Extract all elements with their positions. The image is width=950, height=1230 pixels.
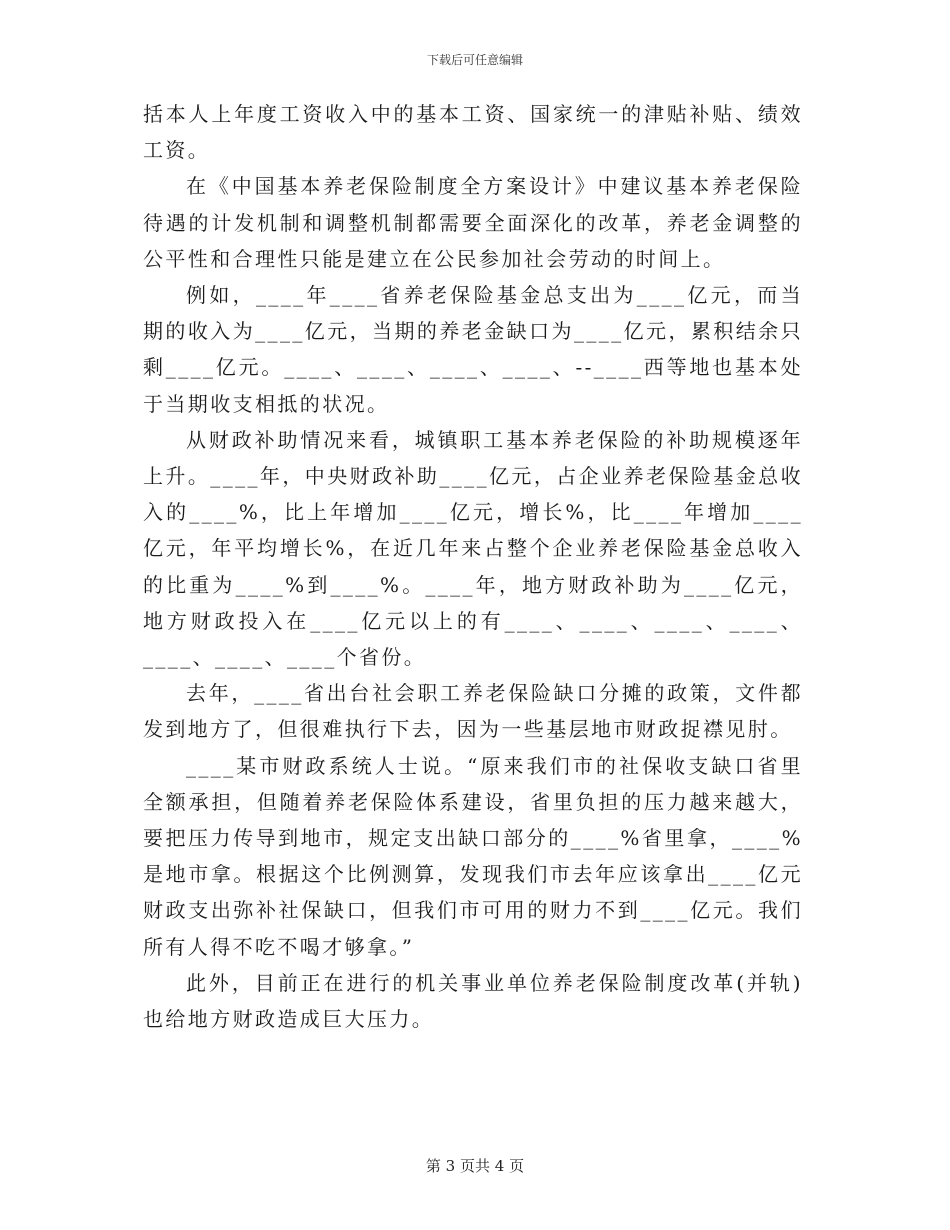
- paragraph-4: 从财政补助情况来看，城镇职工基本养老保险的补助规模逐年上升。____年，中央财政补助____亿元，占企业养老保险基金总收入的____%，比上年增加____亿元，增长%，比____年增加____亿元，年平均增长%，在近几年来占整个企业养老保险基金总收入的比重为____%到____%。____年，地方财政补助为____亿元，地方财政投入在____亿元以上的有____、____、____、____、____、____、____个省份。: [143, 427, 803, 670]
- document-body: [143, 96, 803, 1037]
- page-header: 下载后可任意编辑: [426, 53, 523, 67]
- paragraph-3: 例如，____年____省养老保险基金总支出为____亿元，而当期的收入为____亿元，当期的养老金缺口为____亿元，累积结余只剩____亿元。____、____、____、____、--____西等地也基本处于当期收支相抵的状况。: [143, 283, 803, 416]
- paragraph-5: 去年，____省出台社会职工养老保险缺口分摊的政策，文件都发到地方了，但很难执行下去，因为一些基层地市财政捉襟见肘。: [143, 681, 803, 742]
- paragraph-1: 括本人上年度工资收入中的基本工资、国家统一的津贴补贴、绩效工资。: [143, 102, 803, 163]
- page-footer: 第 3 页共 4 页: [425, 1157, 525, 1175]
- paragraph-7: 此外，目前正在进行的机关事业单位养老保险制度改革(并轨)也给地方财政造成巨大压力。: [143, 970, 803, 1032]
- paragraph-6: ____某市财政系统人士说。“原来我们市的社保收支缺口省里全额承担，但随着养老保险体系建设，省里负担的压力越来越大，要把压力传导到地市，规定支出缺口部分的____%省里拿，____%是地市拿。根据这个比例测算，发现我们市去年应该拿出____亿元财政支出弥补社保缺口，但我们市可用的财力不到____亿元。我们所有人得不吃不喝才够拿。”: [143, 753, 803, 959]
- paragraph-2: 在《中国基本养老保险制度全方案设计》中建议基本养老保险待遇的计发机制和调整机制都需要全面深化的改革，养老金调整的公平性和合理性只能是建立在公民参加社会劳动的时间上。: [143, 174, 803, 271]
